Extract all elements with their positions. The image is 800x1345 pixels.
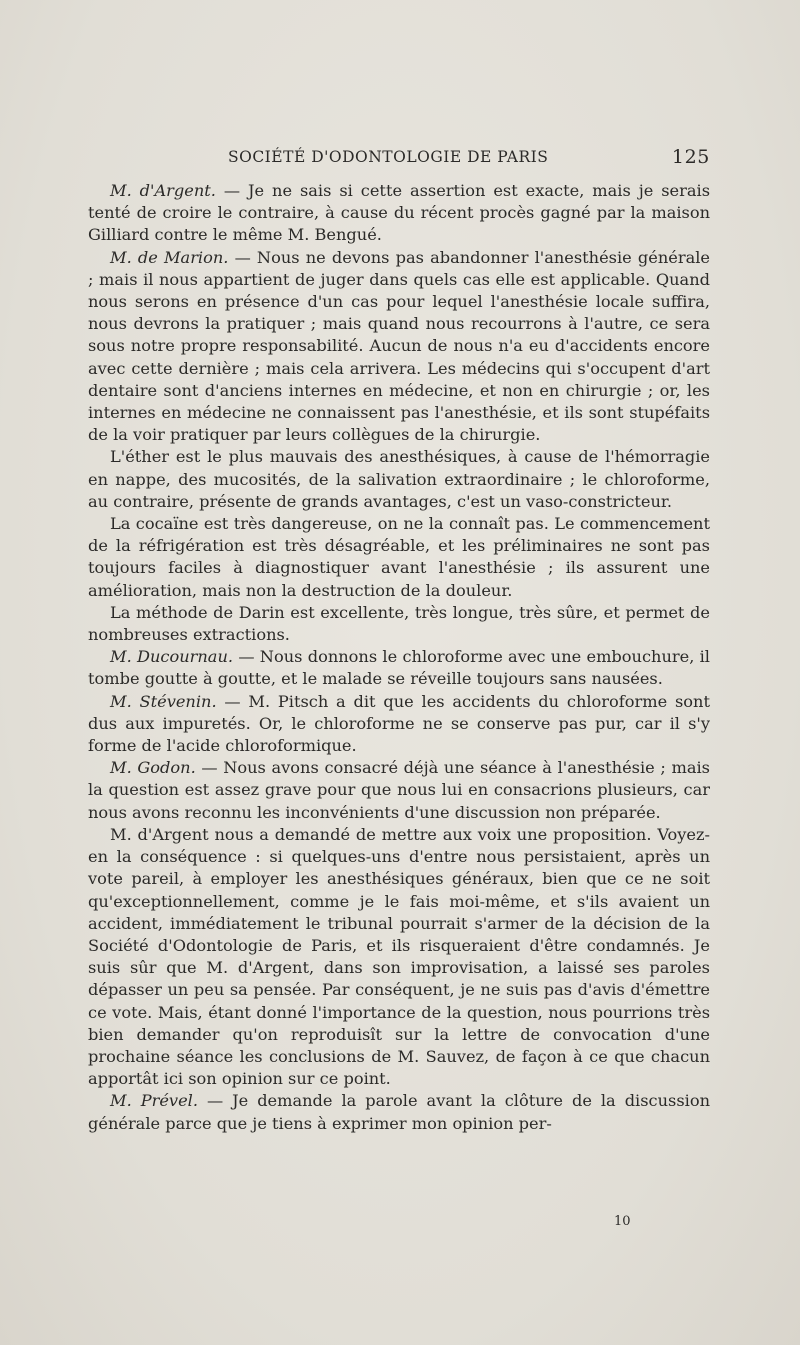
paragraph-text: M. d'Argent nous a demandé de mettre aux voix une proposition. Voyez-en la conséquence : si quelques-uns d'entre nous persistaient, après un vote pareil, à employer les anesthésiques généraux, bien que ce ne soit qu'exceptionnellement, comme je le fais moi-même, et s'ils avaient un accident, immédiatement le tribunal pourrait s'armer de la décision de la Société d'Odontologie de Paris, et ils risqueraient d'être condamnés. Je suis sûr que M. d'Argent, dans son improvisation, a laissé ses paroles dépasser un peu sa pensée. Par conséquent, je ne suis pas d'avis d'émettre ce vote. Mais, étant donné l'importance de la question, nous pourrions très bien demander qu'on reproduisît sur la lettre de convocation d'une prochaine séance les conclusions de M. Sauvez, de façon à ce que chacun apportât ici son opinion sur ce point. xyxy=(88,824,710,1089)
paragraph-text: — Nous donnons le chloroforme avec une embouchure, il tombe goutte à goutte, et le malade se réveille toujours sans nausées. xyxy=(88,647,710,689)
paragraph-text: La cocaïne est très dangereuse, on ne la connaît pas. Le commencement de la réfrigération est très désagréable, et les préliminaires ne sont pas toujours faciles à diagnostiquer avant l'anesthésie ; ils assurent une amélioration, mais non la destruction de la douleur. xyxy=(88,514,710,600)
paragraph xyxy=(88,602,710,646)
speaker-name: M. Prével. xyxy=(110,1091,198,1111)
paragraph xyxy=(88,691,710,758)
speaker-name: M. Stévenin. xyxy=(110,691,217,711)
paragraph xyxy=(88,757,710,824)
paragraph-text: La méthode de Darin est excellente, très longue, très sûre, et permet de nombreuses extractions. xyxy=(88,602,710,645)
running-title: SOCIÉTÉ D'ODONTOLOGIE DE PARIS xyxy=(228,148,549,166)
paragraph xyxy=(88,513,710,602)
page-header xyxy=(88,146,710,170)
signature-mark: 10 xyxy=(614,1214,631,1229)
speaker-name: M. Ducournau. xyxy=(110,647,234,667)
paragraph-text: — M. Pitsch a dit que les accidents du chloroforme sont dus aux impuretés. Or, le chloroforme ne se conserve pas pur, car il s'y forme de l'acide chloroformique. xyxy=(88,691,710,756)
page-number: 125 xyxy=(671,146,710,168)
paragraph-text: — Je demande la parole avant la clôture de la discussion générale parce que je tiens à exprimer mon opinion per- xyxy=(88,1091,710,1133)
paragraph-text: — Nous avons consacré déjà une séance à l'anesthésie ; mais la question est assez grave pour que nous lui en consacrions plusieurs, car nous avons reconnu les inconvénients d'une discussion non préparée. xyxy=(88,758,710,822)
paragraph xyxy=(88,446,710,513)
paragraph xyxy=(88,646,710,690)
paragraph-text: L'éther est le plus mauvais des anesthésiques, à cause de l'hémorragie en nappe, des mucosités, de la salivation extraordinaire ; le chloroforme, au contraire, présente de grands avantages, c'est un vaso-constricteur. xyxy=(88,447,710,511)
paragraph xyxy=(88,180,710,247)
speaker-name: M. Godon. xyxy=(110,758,196,778)
speaker-name: M. de Marion. xyxy=(110,247,229,267)
paragraph-text: — Je ne sais si cette assertion est exacte, mais je serais tenté de croire le contraire, à cause du récent procès gagné par la maison Gilliard contre le même M. Bengué. xyxy=(88,181,711,245)
paragraph xyxy=(88,247,710,447)
paragraph-text: — Nous ne devons pas abandonner l'anesthésie générale ; mais il nous appartient de juger dans quels cas elle est applicable. Quand nous serons en présence d'un cas pour lequel l'anesthésie locale suffira, nous devrons la pratiquer ; mais quand nous recourrons à l'autre, ce sera sous notre propre responsabilité. Aucun de nous n'a eu d'accidents encore avec cette dernière ; mais cela arrivera. Les médecins qui s'occupent d'art dentaire sont d'anciens internes en médecine, et non en chirurgie ; or, les internes en médecine ne connaissent pas l'anesthésie, et ils sont stupéfaits de la voir pratiquer par leurs collègues de la chirurgie. xyxy=(88,247,710,445)
paragraph xyxy=(88,824,710,1090)
speaker-name: M. d'Argent. xyxy=(110,181,216,200)
paragraph xyxy=(88,1090,710,1134)
body-text xyxy=(88,180,710,1135)
